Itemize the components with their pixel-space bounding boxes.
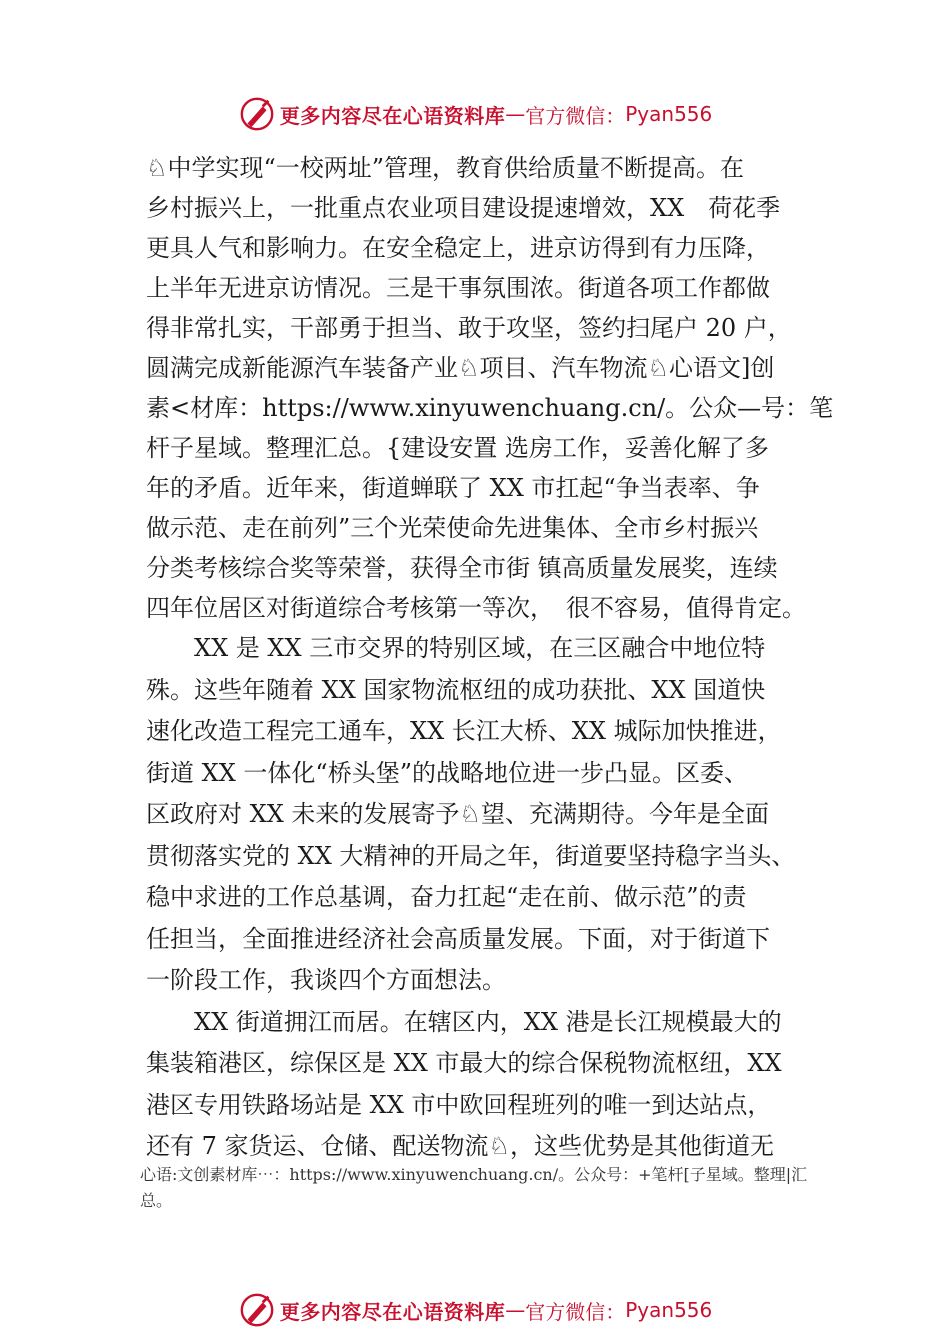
paragraph-3	[146, 1002, 846, 1168]
paragraph-1	[146, 148, 846, 628]
text-line: 素<材库：https://www.xinyuwenchuang.cn/。公众—号：笔	[146, 394, 834, 422]
text-line: 做示范、走在前列”三个光荣使命先进集体、全市乡村振兴	[146, 514, 759, 542]
banner-title: 更多内容尽在心语资料库	[279, 103, 506, 128]
text-line: 街道 XX 一体化“桥头堡”的战略地位进一步凸显。区委、	[146, 758, 748, 787]
banner-wechat-label: 官方微信：	[525, 1299, 626, 1324]
text-line: 稳中求进的工作总基调，奋力扛起“走在前、做示范”的责	[146, 883, 747, 911]
text-line: 上半年无进京访情况。三是干事氛围浓。街道各项工作都做	[146, 274, 770, 302]
banner-wechat-id: Pyan556	[625, 102, 713, 126]
text-line: 任担当，全面推进经济社会高质量发展。下面，对于街道下	[146, 924, 770, 953]
text-line: 速化改造工程完工通车，XX 长江大桥、XX 城际加快推进，	[146, 717, 782, 745]
text-line: 圆满完成新能源汽车装备产业♘项目、汽车物流♘心语文]创	[146, 354, 775, 382]
document-body	[146, 148, 846, 1168]
pen-logo-icon	[238, 1291, 276, 1329]
text-line: XX 街道拥江而居。在辖区内，XX 港是长江规模最大的	[194, 1007, 782, 1036]
text-line: 区政府对 XX 未来的发展寄予♘望、充满期待。今年是全面	[146, 800, 769, 828]
text-line: ♘中学实现“一校两址”管理，教育供给质量不断提高。在	[146, 154, 745, 182]
pen-logo-icon	[238, 95, 276, 133]
text-line: 分类考核综合奖等荣誉，获得全市街 镇高质量发展奖，连续	[146, 554, 778, 582]
text-line: 集装箱港区，综保区是 XX 市最大的综合保税物流枢纽，XX	[146, 1049, 782, 1077]
text-line: 一阶段工作，我谈四个方面想法。	[146, 966, 506, 994]
text-line: 更具人气和影响力。在安全稳定上，进京访得到有力压降，	[146, 234, 770, 262]
text-line: 得非常扎实，干部勇于担当、敢于攻坚，签约扫尾户 20 户，	[146, 314, 792, 342]
text-line: 殊。这些年随着 XX 国家物流枢纽的成功获批、XX 国道快	[146, 675, 766, 704]
banner-dash: —	[505, 1298, 526, 1322]
text-line: 杆子星域。整理汇总。{建设安置 选房工作，妥善化解了多	[146, 434, 769, 462]
banner-title: 更多内容尽在心语资料库	[279, 1299, 506, 1324]
source-footnote	[140, 1162, 846, 1214]
banner-wechat-id: Pyan556	[625, 1298, 713, 1322]
banner-dash: —	[505, 102, 526, 126]
text-line: 还有 7 家货运、仓储、配送物流♘，这些优势是其他街道无	[146, 1132, 775, 1160]
text-line: XX 是 XX 三市交界的特别区域，在三区融合中地位特	[194, 634, 766, 662]
footnote-line: 心语:文创素材库⋯：https://www.xinyuwenchuang.cn/。公众号：+笔杆[子星域。整理|汇	[140, 1165, 808, 1184]
text-line: 港区专用铁路场站是 XX 市中欧回程班列的唯一到达站点，	[146, 1090, 772, 1119]
text-line: 乡村振兴上，一批重点农业项目建设提速增效，XX 荷花季	[146, 194, 781, 222]
text-line: 年的矛盾。近年来，街道蝉联了 XX 市扛起“争当表率、争	[146, 474, 760, 502]
footnote-line: 总。	[140, 1191, 173, 1210]
paragraph-2	[146, 628, 846, 1002]
banner-wechat-label: 官方微信：	[525, 103, 626, 128]
text-line: 贯彻落实党的 XX 大精神的开局之年，街道要坚持稳字当头、	[146, 841, 796, 870]
footer-banner	[0, 1290, 950, 1330]
text-line: 四年位居区对街道综合考核第一等次， 很不容易，值得肯定。	[146, 594, 806, 622]
header-banner	[0, 94, 950, 134]
